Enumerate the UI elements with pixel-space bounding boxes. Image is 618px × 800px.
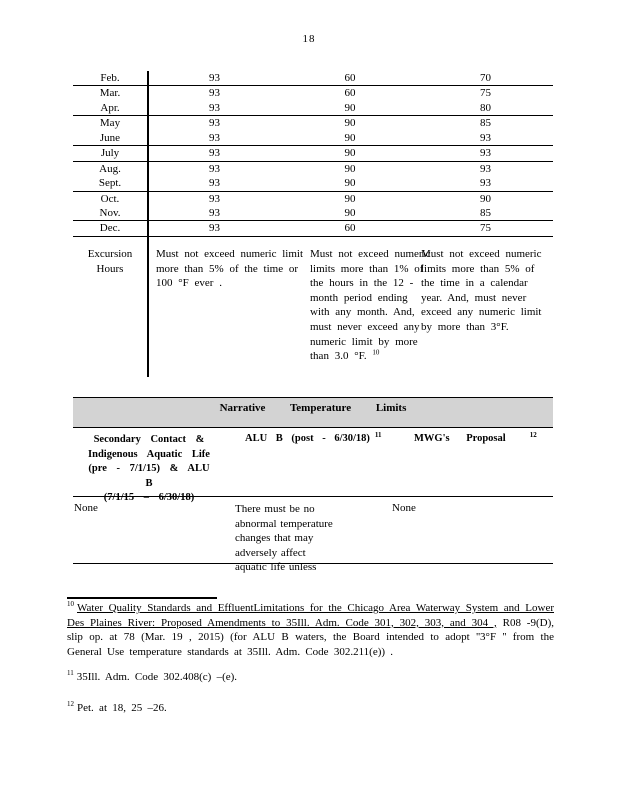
value-cell: 93 — [147, 131, 282, 146]
month-cell: July — [73, 146, 147, 161]
footnote-marker: 11 — [67, 669, 74, 678]
footnote-11 — [67, 670, 554, 685]
value-cell: 93 — [147, 221, 282, 236]
table-row — [73, 221, 553, 236]
value-cell: 93 — [209, 162, 220, 175]
value-cell: 93 — [147, 101, 282, 116]
table-row — [73, 131, 553, 146]
value-cell: 93 — [480, 162, 491, 175]
month-cell: Mar. — [99, 87, 121, 100]
value-cell: 93 — [418, 146, 553, 161]
footnote-ref-11: 11 — [374, 430, 382, 439]
header-alu-b-text: ALU B (post - 6/30/18) — [245, 433, 370, 444]
excursion-text-alu-b — [310, 247, 432, 364]
header-mwg-text: MWG's Proposal — [414, 433, 506, 444]
value-cell: 90 — [282, 146, 418, 161]
table-row — [73, 71, 553, 86]
value-cell: 93 — [147, 146, 282, 161]
footnote-text: Pet. at 18, 25 –26. — [77, 702, 167, 714]
monthly-limits-table — [73, 71, 553, 237]
column-divider-line — [147, 71, 149, 377]
table-row — [73, 161, 553, 176]
table-row — [73, 176, 553, 191]
table-row — [73, 101, 553, 116]
header-line: (7/1/15 – 6/30/18) — [103, 492, 195, 503]
narrative-table-headers — [73, 428, 553, 503]
month-cell: May — [99, 117, 121, 130]
value-cell: 93 — [147, 71, 282, 86]
month-cell: Feb. — [73, 71, 147, 86]
body-cell-secondary: None — [74, 502, 98, 514]
month-cell: Aug. — [99, 162, 121, 175]
narrative-limits-table — [73, 397, 553, 573]
footnote-ref-12: 12 — [529, 430, 537, 439]
narrative-band-title: Narrative Temperature Limits — [73, 397, 553, 428]
value-cell: 70 — [418, 71, 553, 86]
value-cell: 93 — [209, 87, 220, 100]
value-cell: 93 — [418, 131, 553, 146]
value-cell: 75 — [480, 87, 491, 100]
value-cell: 90 — [282, 176, 418, 191]
footnote-10 — [67, 601, 554, 660]
header-mwg-proposal — [414, 430, 574, 444]
footnote-ref-10: 10 — [372, 348, 380, 357]
table-row — [73, 191, 553, 206]
month-cell: Dec. — [73, 221, 147, 236]
value-cell: 75 — [418, 221, 553, 236]
value-cell: 93 — [147, 206, 282, 221]
table-row — [73, 146, 553, 161]
header-line: Secondary Contact & — [93, 434, 205, 445]
header-line: Indigenous Aquatic Life — [88, 448, 210, 460]
value-cell: 90 — [480, 192, 491, 205]
header-alu-b — [245, 430, 385, 444]
excursion-label-line: Hours — [96, 262, 124, 275]
value-cell: 85 — [418, 206, 553, 221]
month-cell: Apr. — [73, 101, 147, 116]
table-row — [73, 86, 553, 101]
footnote-citation: R08 -9(D), slip op. at 78 (Mar. 19 , 2015) (for ALU B waters, the Board intended to adopt ''3°F '' from the General Use temperature standards at 35Ill. Adm. Code 302.211(e)) . — [67, 616, 554, 659]
value-cell: 90 — [344, 117, 356, 130]
narrative-table-body — [73, 496, 553, 573]
value-cell: 85 — [480, 117, 491, 130]
value-cell: 93 — [418, 176, 553, 191]
page-number: 18 — [302, 33, 316, 45]
body-cell-mwg: None — [392, 502, 416, 514]
header-secondary-contact — [81, 433, 217, 506]
value-cell: 60 — [282, 71, 418, 86]
month-cell: Nov. — [73, 206, 147, 221]
value-cell: 90 — [282, 206, 418, 221]
table-row — [73, 206, 553, 221]
excursion-label-line: Excursion — [87, 248, 133, 260]
excursion-text-secondary-contact: Must not exceed numeric limit more than 5% of the time or 100 °F ever . — [156, 248, 304, 290]
footnote-text: 35Ill. Adm. Code 302.408(c) –(e). — [76, 671, 238, 683]
value-cell: 90 — [282, 131, 418, 146]
value-cell: 90 — [282, 101, 418, 116]
value-cell: 90 — [344, 192, 356, 205]
body-cell-alu-b: There must be no abnormal temperature changes that may adversely affect aquatic life unless — [235, 503, 333, 573]
value-cell: 93 — [209, 117, 220, 130]
value-cell: 60 — [282, 221, 418, 236]
table-row — [73, 116, 553, 131]
month-cell: Sept. — [73, 176, 147, 191]
value-cell: 93 — [209, 192, 220, 205]
excursion-hours-label — [73, 247, 147, 276]
excursion-text-mwg: Must not exceed numeric limits more than 5% of the time in a calendar year. And, must never exceed any numeric limit by more than 3°F. — [421, 248, 542, 333]
value-cell: 90 — [344, 162, 356, 175]
footnote-marker: 12 — [67, 700, 74, 709]
month-cell: Oct. — [100, 192, 120, 205]
excursion-alu-b-text: Must not exceed numeric limits more than 1% of the hours in the 12 -month period ending with any month. And, must never exceed any numeric limit by more than 3.0 °F. — [310, 248, 431, 363]
month-cell: June — [73, 131, 147, 146]
footnote-separator — [67, 597, 217, 599]
value-cell: 80 — [418, 101, 553, 116]
footnote-12 — [67, 701, 554, 716]
footnote-case-title: Water Quality Standards and EffluentLimitations for the Chicago Area Waterway System and Lower Des Plaines River: Proposed Amendments to 35Ill. Adm. Code 301, 302, 303, and 304 , — [67, 602, 554, 629]
value-cell: 60 — [344, 87, 356, 100]
footnote-marker: 10 — [67, 600, 74, 609]
header-line: (pre - 7/1/15) & ALU B — [88, 463, 210, 489]
value-cell: 93 — [147, 176, 282, 191]
